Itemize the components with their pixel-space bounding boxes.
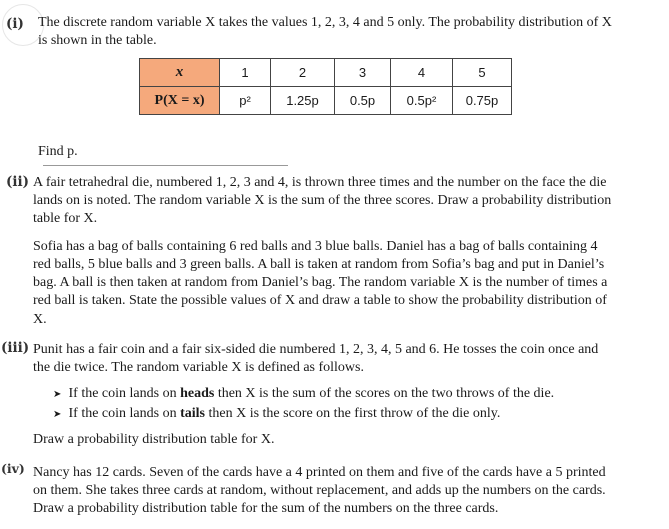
divider [43, 165, 288, 166]
q2-para2-line: red balls, 5 blue balls and 3 green balls. A ball is taken at random from Sofia’s bag and put in Daniel’s [33, 257, 605, 272]
q2-para2-line: Sofia has a bag of balls containing 6 red balls and 3 blue balls. Daniel has a bag of balls containing 4 [33, 239, 598, 254]
q2-para1-line: A fair tetrahedral die, numbered 1, 2, 3 and 4, is thrown three times and the number on the face the die [33, 175, 607, 190]
q3-intro-line: Punit has a fair coin and a fair six-sided die numbered 1, 2, 3, 4, 5 and 6. He tosses the coin once and [33, 342, 599, 357]
q2-para2-line: X. [33, 312, 47, 327]
q3-bullet-heads: ➤ If the coin lands on heads then X is the sum of the scores on the two throws of the die. [53, 385, 554, 405]
table-cell-x: 4 [391, 59, 453, 87]
q1-line2: is shown in the table. [38, 33, 157, 48]
question-label-i: (i) [6, 16, 24, 32]
table-header-x: x [140, 59, 220, 87]
table-cell-prob: 0.75p [453, 87, 512, 115]
table-cell-prob: p² [220, 87, 271, 115]
q3-closing: Draw a probability distribution table for X. [33, 432, 275, 447]
table-row-x [140, 59, 512, 87]
q3-intro-line: the die twice. The random variable X is defined as follows. [33, 360, 364, 375]
q2-para2-line: red ball is taken. State the possible values of X and draw a table to show the probability distribution of [33, 293, 607, 308]
q1-line1: The discrete random variable X takes the values 1, 2, 3, 4 and 5 only. The probability distribution of X [38, 15, 612, 30]
table-cell-prob: 0.5p [335, 87, 391, 115]
table-row-prob [140, 87, 512, 115]
table-cell-prob: 0.5p² [391, 87, 453, 115]
q3-bullet-list [53, 385, 554, 424]
table-cell-x: 5 [453, 59, 512, 87]
table-cell-prob: 1.25p [271, 87, 335, 115]
q2-para1-line: table for X. [33, 211, 98, 226]
q2-para1-line: lands on is noted. The random variable X is the sum of the three scores. Draw a probability distribution [33, 193, 612, 208]
q2-para2-line: bag. A ball is then taken at random from Daniel’s bag. The random variable X is the number of times a [33, 275, 608, 290]
q4-line: on them. She takes three cards at random, without replacement, and adds up the numbers on the cards. [33, 483, 606, 498]
probability-distribution-table [139, 58, 512, 115]
table-cell-x: 3 [335, 59, 391, 87]
q1-find: Find p. [38, 144, 78, 159]
q4-line: Draw a probability distribution table for the sum of the numbers on the three cards. [33, 501, 499, 516]
question-label-ii: (ii) [6, 174, 30, 190]
table-header-prob: P(X = x) [140, 87, 220, 115]
q4-line: Nancy has 12 cards. Seven of the cards have a 4 printed on them and five of the cards have a 5 printed [33, 465, 606, 480]
arrow-bullet-icon: ➤ [53, 389, 62, 400]
q3-bullet-tails: ➤ If the coin lands on tails then X is the score on the first throw of the die only. [53, 405, 554, 425]
question-label-iii: (iii) [1, 340, 30, 356]
question-label-iv: (iv) [1, 461, 25, 476]
arrow-bullet-icon: ➤ [53, 408, 62, 420]
table-cell-x: 1 [220, 59, 271, 87]
table-cell-x: 2 [271, 59, 335, 87]
